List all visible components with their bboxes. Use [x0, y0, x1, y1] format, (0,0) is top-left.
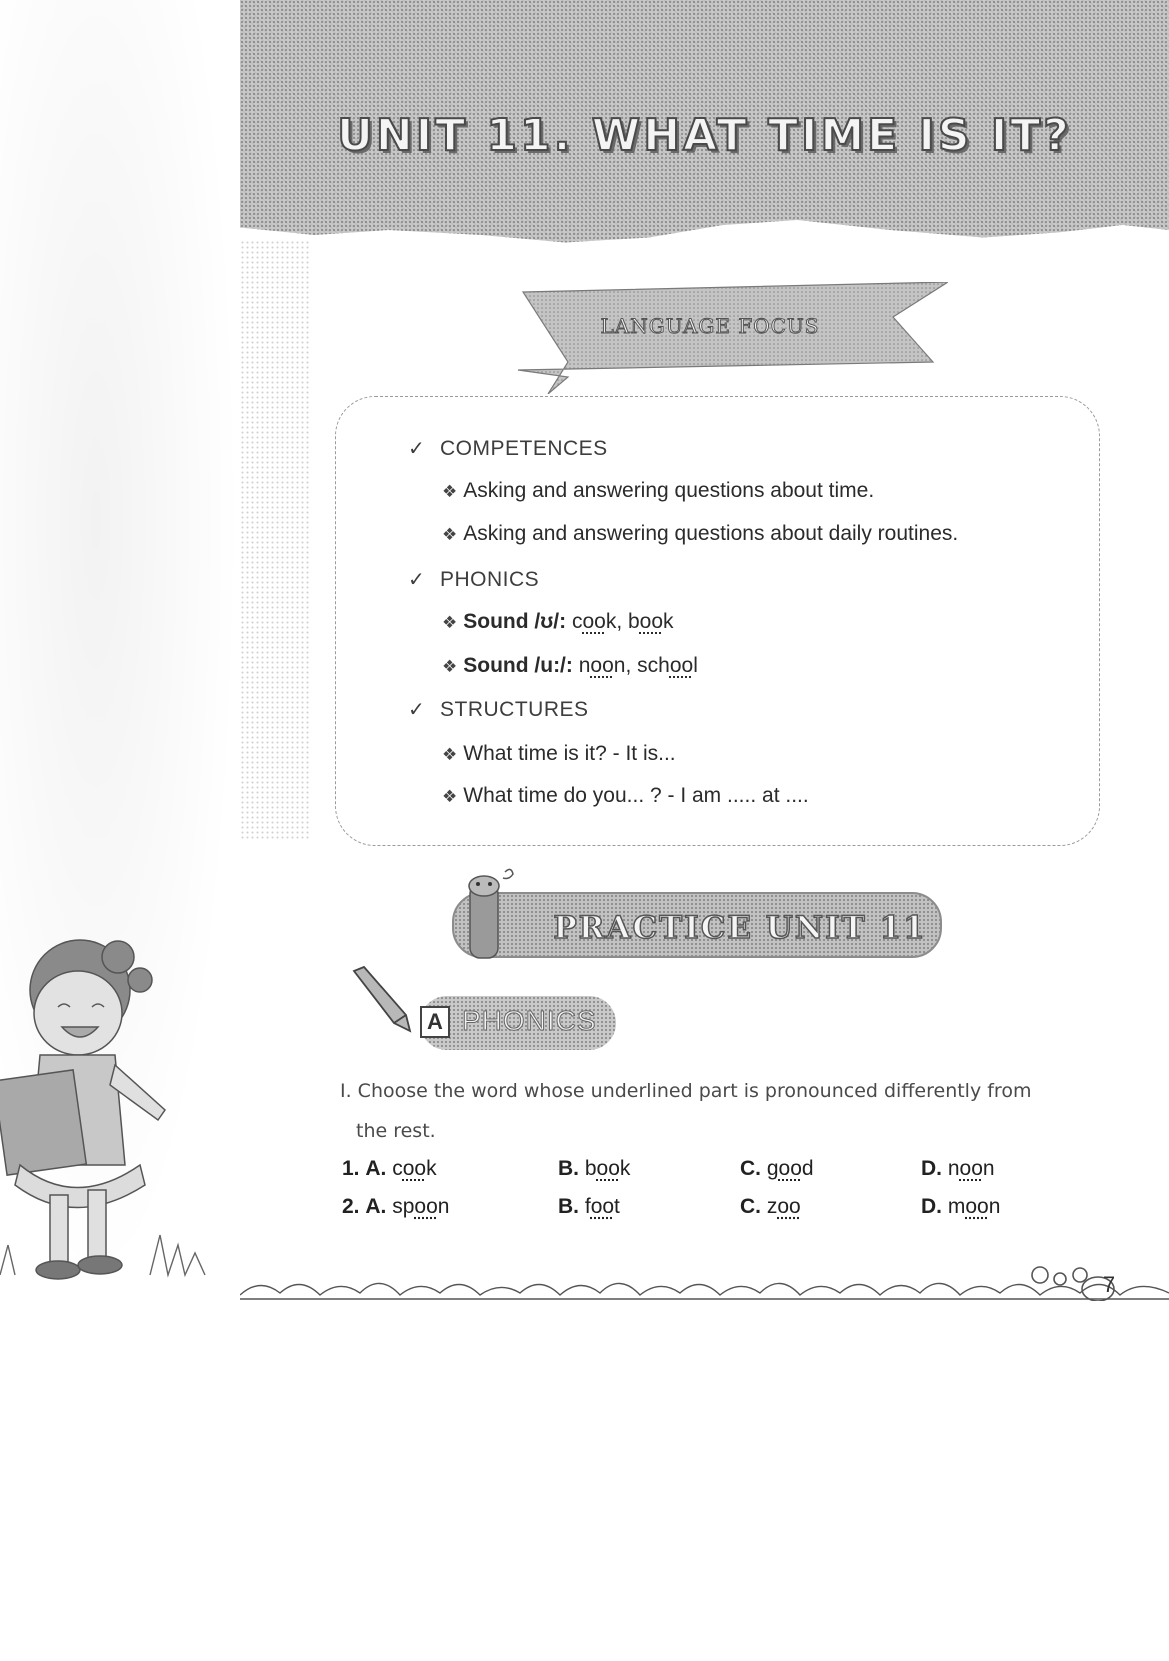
section-heading: COMPETENCES — [440, 437, 608, 460]
language-focus-ribbon — [508, 282, 948, 394]
section-phonics — [408, 567, 539, 592]
structure-item: ❖ What time do you... ? - I am ..... at .... — [442, 784, 809, 807]
bottom-grass-border — [240, 1265, 1169, 1301]
girl-illustration — [0, 935, 210, 1295]
section-competences — [408, 436, 608, 461]
pencil-icon — [450, 864, 540, 964]
bullet-icon: ❖ — [442, 745, 458, 765]
check-icon: ✓ — [408, 697, 426, 721]
page-number: 7 — [1102, 1272, 1116, 1297]
section-structures — [408, 697, 589, 722]
structure-item: ❖ What time is it? - It is... — [442, 742, 676, 765]
scan-edge-texture — [240, 240, 310, 840]
language-focus-label: LANGUAGE FOCUS — [600, 314, 820, 338]
bullet-icon: ❖ — [442, 525, 458, 545]
bullet-icon: ❖ — [442, 787, 458, 807]
bullet-icon: ❖ — [442, 482, 458, 502]
competence-item: ❖ Asking and answering questions about time. — [442, 479, 875, 502]
check-icon: ✓ — [408, 436, 426, 460]
bullet-icon: ❖ — [442, 613, 458, 633]
practice-label: PRACTICE UNIT 11 — [553, 910, 927, 946]
section-letter: A — [420, 1006, 450, 1038]
pencil-icon — [350, 965, 420, 1035]
exercise-instruction: I. Choose the word whose underlined part is pronounced differently from the rest. — [340, 1080, 1032, 1142]
phonics-item: ❖ Sound /ʊ/: cook, book — [442, 610, 674, 633]
phonics-item: ❖ Sound /u:/: noon, school — [442, 654, 698, 677]
bullet-icon: ❖ — [442, 657, 458, 677]
competence-item: ❖ Asking and answering questions about daily routines. — [442, 522, 959, 545]
phonics-label: PHONICS — [462, 1005, 597, 1036]
section-heading: PHONICS — [440, 568, 540, 591]
check-icon: ✓ — [408, 567, 426, 591]
unit-title: UNIT 11. WHAT TIME IS IT? — [337, 110, 1072, 161]
section-heading: STRUCTURES — [440, 698, 589, 721]
